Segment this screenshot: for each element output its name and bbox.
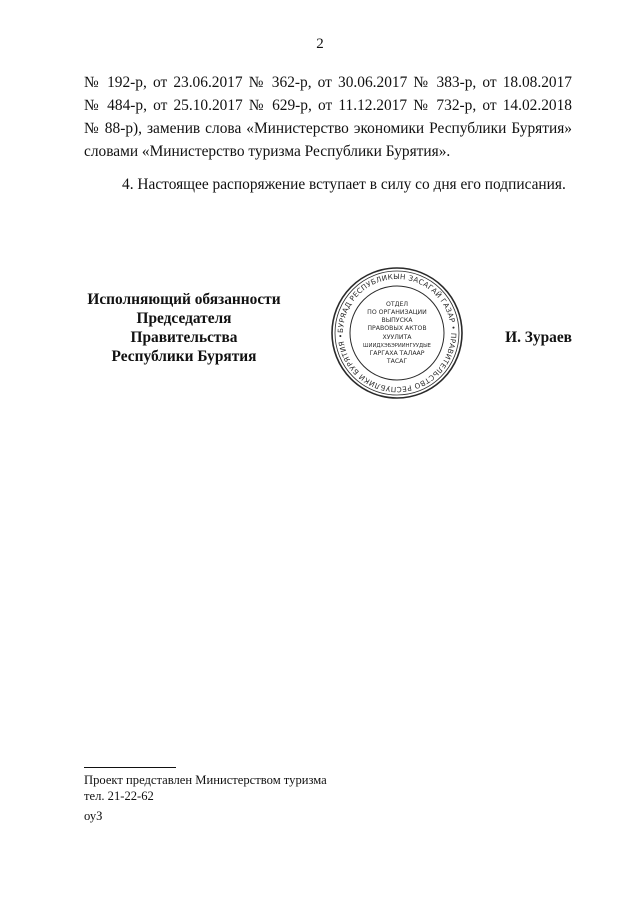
signer-title-line: Председателя Правительства [130,310,238,346]
footnote-code: оуЗ [84,809,103,823]
official-seal [330,266,464,400]
seal-center-line: ВЫПУСКА [381,317,413,324]
svg-text:БУРЯАД РЕСПУБЛИКЫН ЗАСАГАЙ ГАЗ [336,272,458,394]
paragraph-line: словами «Министерство туризма Республики Бурятия». [84,143,451,160]
signer-name: И. Зураев [505,329,572,346]
seal-center-line: ТАСАГ [386,358,408,365]
paragraph-4: 4. Настоящее распоряжение вступает в силу со дня его подписания. [122,176,566,193]
seal-center-line: ПО ОРГАНИЗАЦИИ [367,309,427,316]
page-number: 2 [316,36,324,52]
seal-center-line: ХУУЛИТА [382,334,412,341]
paragraph-line: № 484-р, от 25.10.2017 № 629-р, от 11.12.2017 № 732-р, от 14.02.2018 [84,97,572,114]
paragraph-line: № 88-р), заменив слова «Министерство экономики Республики Бурятия» [84,120,572,137]
paragraph-continuation [84,71,572,163]
footnote-prepared-by: Проект представлен Министерством туризма [84,773,327,787]
seal-center-line: ГАРГАХА ТАЛААР [369,350,425,357]
seal-center-line: ОТДЕЛ [385,301,409,308]
signer-title-line: Республики Бурятия [111,348,257,365]
footnote-divider [84,767,176,768]
paragraph-line: № 192-р, от 23.06.2017 № 362-р, от 30.06.2017 № 383-р, от 18.08.2017 [84,74,572,91]
seal-outer-text: БУРЯАД РЕСПУБЛИКЫН ЗАСАГАЙ ГАЗАР • ПРАВИТЕЛЬСТВО РЕСПУБЛИКИ БУРЯТИЯ • [335,271,459,395]
footnote-phone: тел. 21-22-62 [84,789,154,803]
signer-title-line: Исполняющий обязанности [87,291,281,308]
seal-center-line: ШИИДХЭБЭРИИНГУУДЫЕ [363,343,431,349]
seal-center-line: ПРАВОВЫХ АКТОВ [367,325,427,332]
signer-title [84,290,284,366]
